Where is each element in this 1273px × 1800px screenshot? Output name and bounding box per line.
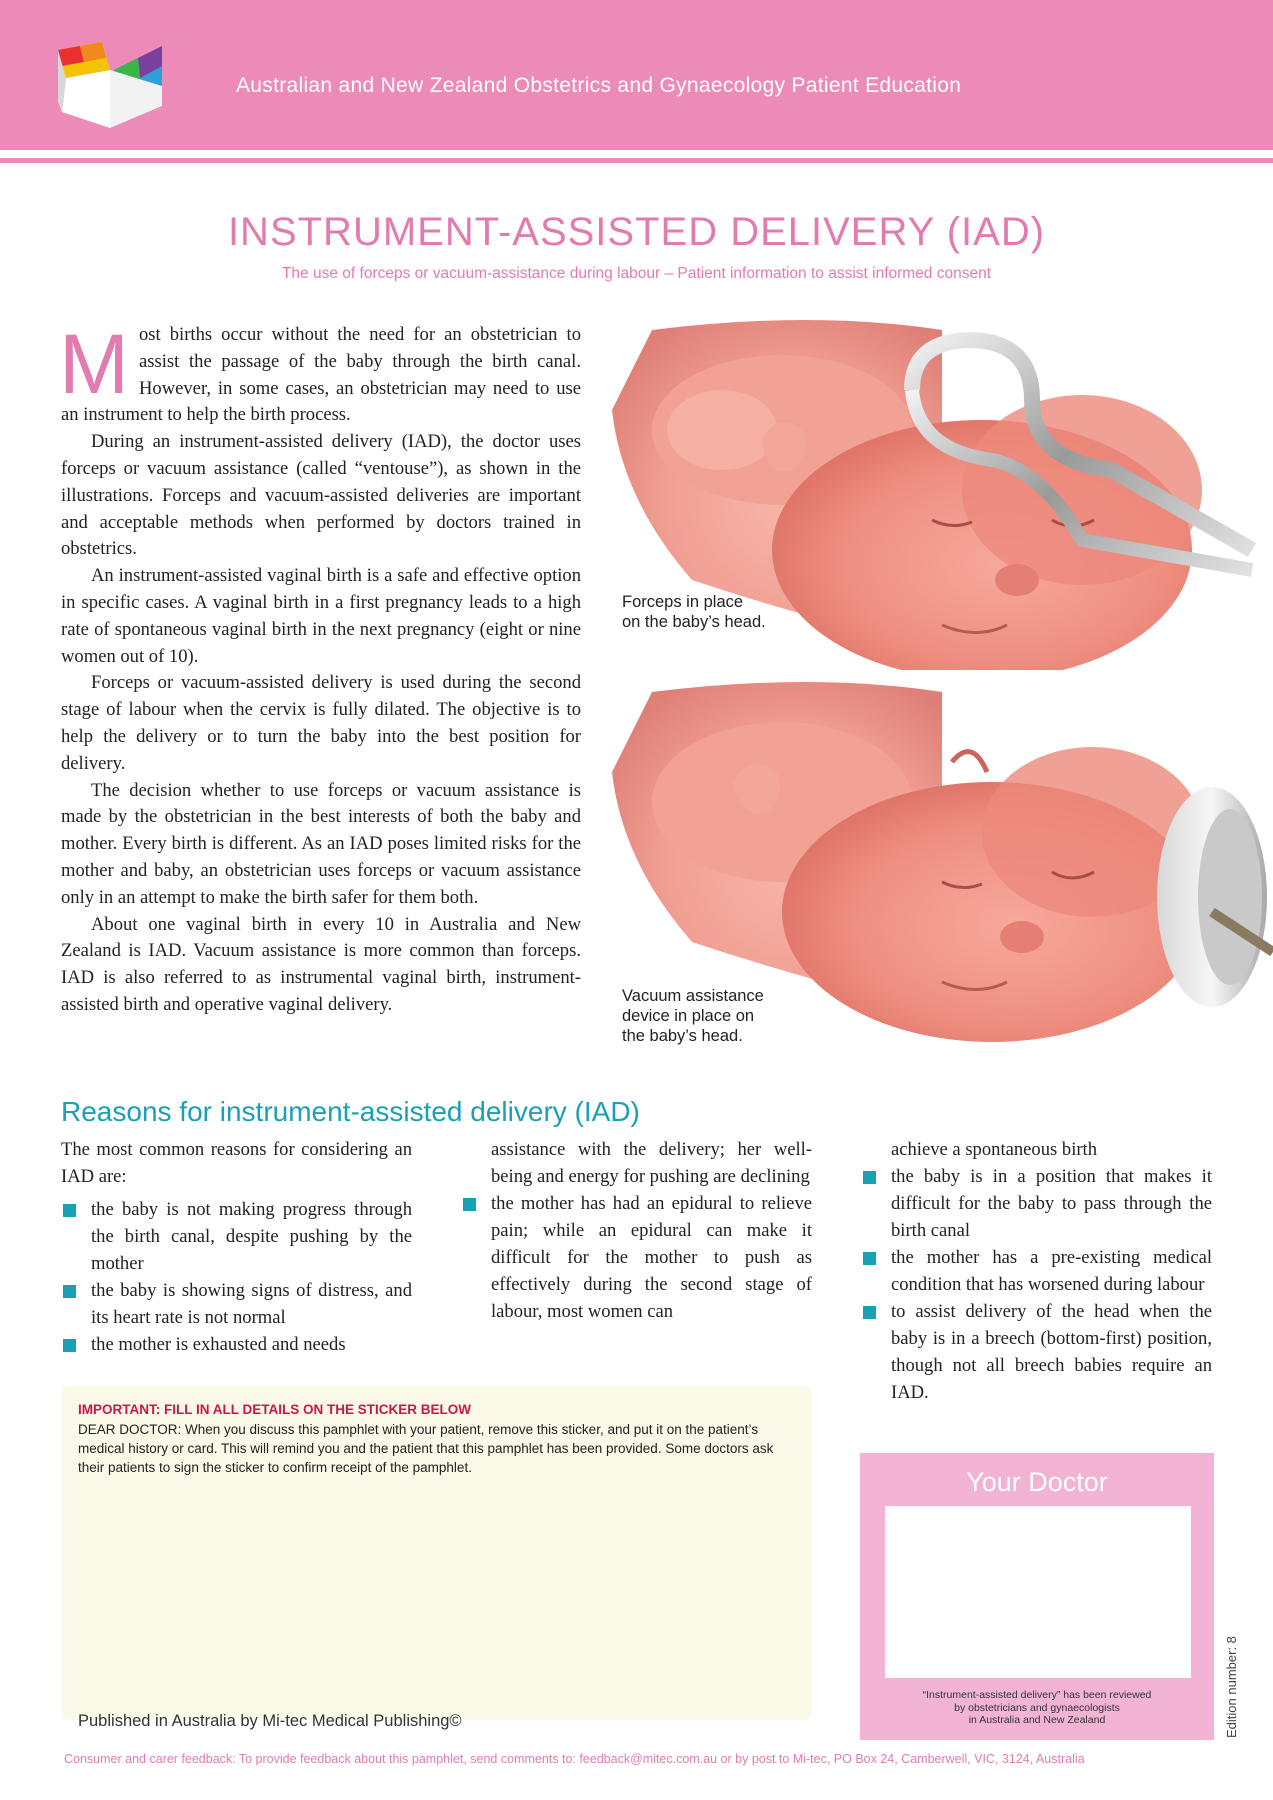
- list-item: the mother has a pre-existing medical condition that has worsened during labour: [861, 1244, 1212, 1298]
- page-title: INSTRUMENT-ASSISTED DELIVERY (IAD): [227, 210, 1046, 254]
- doctor-details-field[interactable]: [885, 1506, 1191, 1678]
- multicolor-book-logo-icon: [58, 42, 162, 128]
- list-item: the mother has had an epidural to relieve pain; while an epidural can make it difficult for the mother to push as effectively during the second stage of labour, most women can: [461, 1190, 812, 1325]
- reasons-heading: Reasons for instrument-assisted delivery (IAD): [61, 1096, 640, 1127]
- list-item: the baby is in a position that makes it difficult for the baby to pass through the birth canal: [861, 1163, 1212, 1244]
- list-item-continuation: assistance with the delivery; her well-being and energy for pushing are declining: [491, 1139, 812, 1187]
- header-divider: [0, 158, 1273, 163]
- review-note: “Instrument-assisted delivery” has been reviewed by obstetricians and gynaecologists in Australia and New Zealand: [922, 1689, 1152, 1726]
- forceps-caption: Forceps in place on the baby’s head.: [622, 593, 766, 631]
- square-bullet-icon: [63, 1339, 76, 1352]
- reasons-column-2: [461, 1136, 812, 1325]
- intro-paragraph-5: The decision whether to use forceps or vacuum assistance is made by the obstetrician in the best interests of both the baby and mother. Every birth is different. As an IAD poses limited risks for the mother and baby, an obstetrician uses forceps or vacuum assistance only in an attempt to make the birth safer for them both.: [61, 779, 581, 908]
- intro-paragraph-2: During an instrument-assisted delivery (IAD), the doctor uses forceps or vacuum assistance (called “ventouse”), as shown in the illustrations. Forceps and vacuum-assisted deliveries are important and acceptable methods when performed by doctors trained in obstetrics.: [61, 431, 581, 560]
- feedback-footer: Consumer and carer feedback: To provide feedback about this pamphlet, send comments to: feedback@mitec.com.au or by post to Mi-tec, PO Box 24, Camberwell, VIC, 3124, Australia: [64, 1752, 1085, 1766]
- sticker-area: [61, 1386, 812, 1730]
- square-bullet-icon: [63, 1285, 76, 1298]
- reasons-intro: The most common reasons for considering an IAD are:: [61, 1139, 412, 1187]
- intro-paragraph-3: An instrument-assisted vaginal birth is a safe and effective option in specific cases. A vaginal birth in a first pregnancy leads to a high rate of spontaneous vaginal birth in the next pregnancy (eight or nine women out of 10).: [61, 565, 581, 667]
- intro-text: [59, 317, 581, 1019]
- list-item: the baby is not making progress through the birth canal, despite pushing by the mother: [61, 1196, 412, 1277]
- square-bullet-icon: [863, 1252, 876, 1265]
- intro-paragraph-6: About one vaginal birth in every 10 in Australia and New Zealand is IAD. Vacuum assistance is more common than forceps. IAD is also referred to as instrumental vaginal birth, instrument-assisted birth and operative vaginal delivery.: [61, 913, 581, 1015]
- intro-paragraph-4: Forceps or vacuum-assisted delivery is used during the second stage of labour when the cervix is fully dilated. The objective is to help the delivery or to turn the baby into the best position for delivery.: [61, 672, 581, 774]
- vacuum-caption: Vacuum assistance device in place on the baby’s head.: [622, 987, 764, 1045]
- edition-number: Edition number: 8: [1224, 1636, 1239, 1738]
- your-doctor-box: [860, 1453, 1214, 1740]
- page-subtitle: The use of forceps or vacuum-assistance during labour – Patient information to assist informed consent: [281, 265, 992, 282]
- list-item-continuation: achieve a spontaneous birth: [891, 1139, 1098, 1160]
- reasons-column-3: [861, 1136, 1212, 1406]
- list-item: to assist delivery of the head when the baby is in a breech (bottom-first) position, though not all breech babies require an IAD.: [861, 1298, 1212, 1406]
- intro-paragraph-1: Most births occur without the need for an obstetrician to assist the passage of the baby through the birth canal. However, in some cases, an obstetrician may need to use an instrument to help the birth process.: [59, 317, 581, 426]
- square-bullet-icon: [863, 1306, 876, 1319]
- header-title: Australian and New Zealand Obstetrics and Gynaecology Patient Education: [236, 74, 962, 97]
- doctor-box-title: Your Doctor: [966, 1467, 1108, 1497]
- list-item: the mother is exhausted and needs: [61, 1331, 412, 1358]
- publisher-note: Published in Australia by Mi-tec Medical Publishing©: [78, 1712, 462, 1730]
- square-bullet-icon: [63, 1204, 76, 1217]
- reasons-column-1: [61, 1136, 412, 1358]
- square-bullet-icon: [463, 1198, 476, 1211]
- sticker-title: IMPORTANT: FILL IN ALL DETAILS ON THE STICKER BELOW: [78, 1402, 471, 1417]
- header-banner: [0, 0, 1273, 150]
- square-bullet-icon: [863, 1171, 876, 1184]
- sticker-instructions: DEAR DOCTOR: When you discuss this pamphlet with your patient, remove this sticker, and put it on the patient’s medical history or card. This will remind you and the patient that this pamphlet has been provided. Some doctors ask their patients to sign the sticker to confirm receipt of the pamphlet.: [78, 1422, 774, 1475]
- drop-cap: M: [59, 317, 129, 411]
- list-item: the baby is showing signs of distress, and its heart rate is not normal: [61, 1277, 412, 1331]
